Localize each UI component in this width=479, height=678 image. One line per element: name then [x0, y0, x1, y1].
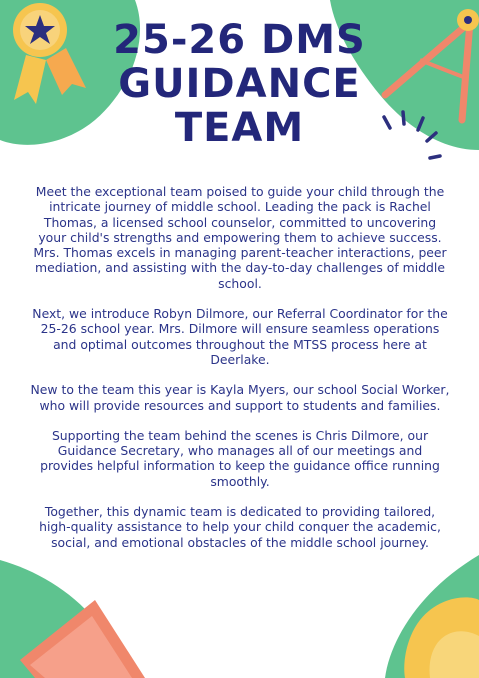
page-title: [0, 18, 479, 150]
paragraph-closing: Together, this dynamic team is dedicated to providing tailored, high-quality assistance to help your child conquer the academic, social, and emotional obstacles of the middle school journey.: [39, 504, 441, 550]
title-line-2: GUIDANCE: [118, 61, 361, 107]
paragraph-referral: Next, we introduce Robyn Dilmore, our Referral Coordinator for the 25-26 school year. Mrs. Dilmore will ensure seamless operations and optimal outcomes throughout the MTSS process here at Deerlake.: [32, 306, 448, 367]
body-text: [30, 184, 450, 565]
paragraph-social-worker: New to the team this year is Kayla Myers, our school Social Worker, who will provide resources and support to students and families.: [30, 382, 450, 413]
paragraph-secretary: Supporting the team behind the scenes is Chris Dilmore, our Guidance Secretary, who manages all of our meetings and provides helpful information to keep the guidance office running smoothly.: [40, 427, 440, 489]
paragraph-intro: Meet the exceptional team poised to guide your child through the intricate journey of middle school. Leading the pack is Rachel Thomas, a licensed school counselor, committed to uncovering your child's strengths and empowering them to achieve success. Mrs. Thomas excels in managing parent-teacher interactions, peer mediation, and assisting with the day-to-day challenges of middle school.: [33, 184, 447, 291]
title-line-1: 25-26 DMS: [113, 17, 366, 63]
yellow-blob-icon: [404, 597, 479, 678]
title-line-3: TEAM: [174, 105, 305, 151]
